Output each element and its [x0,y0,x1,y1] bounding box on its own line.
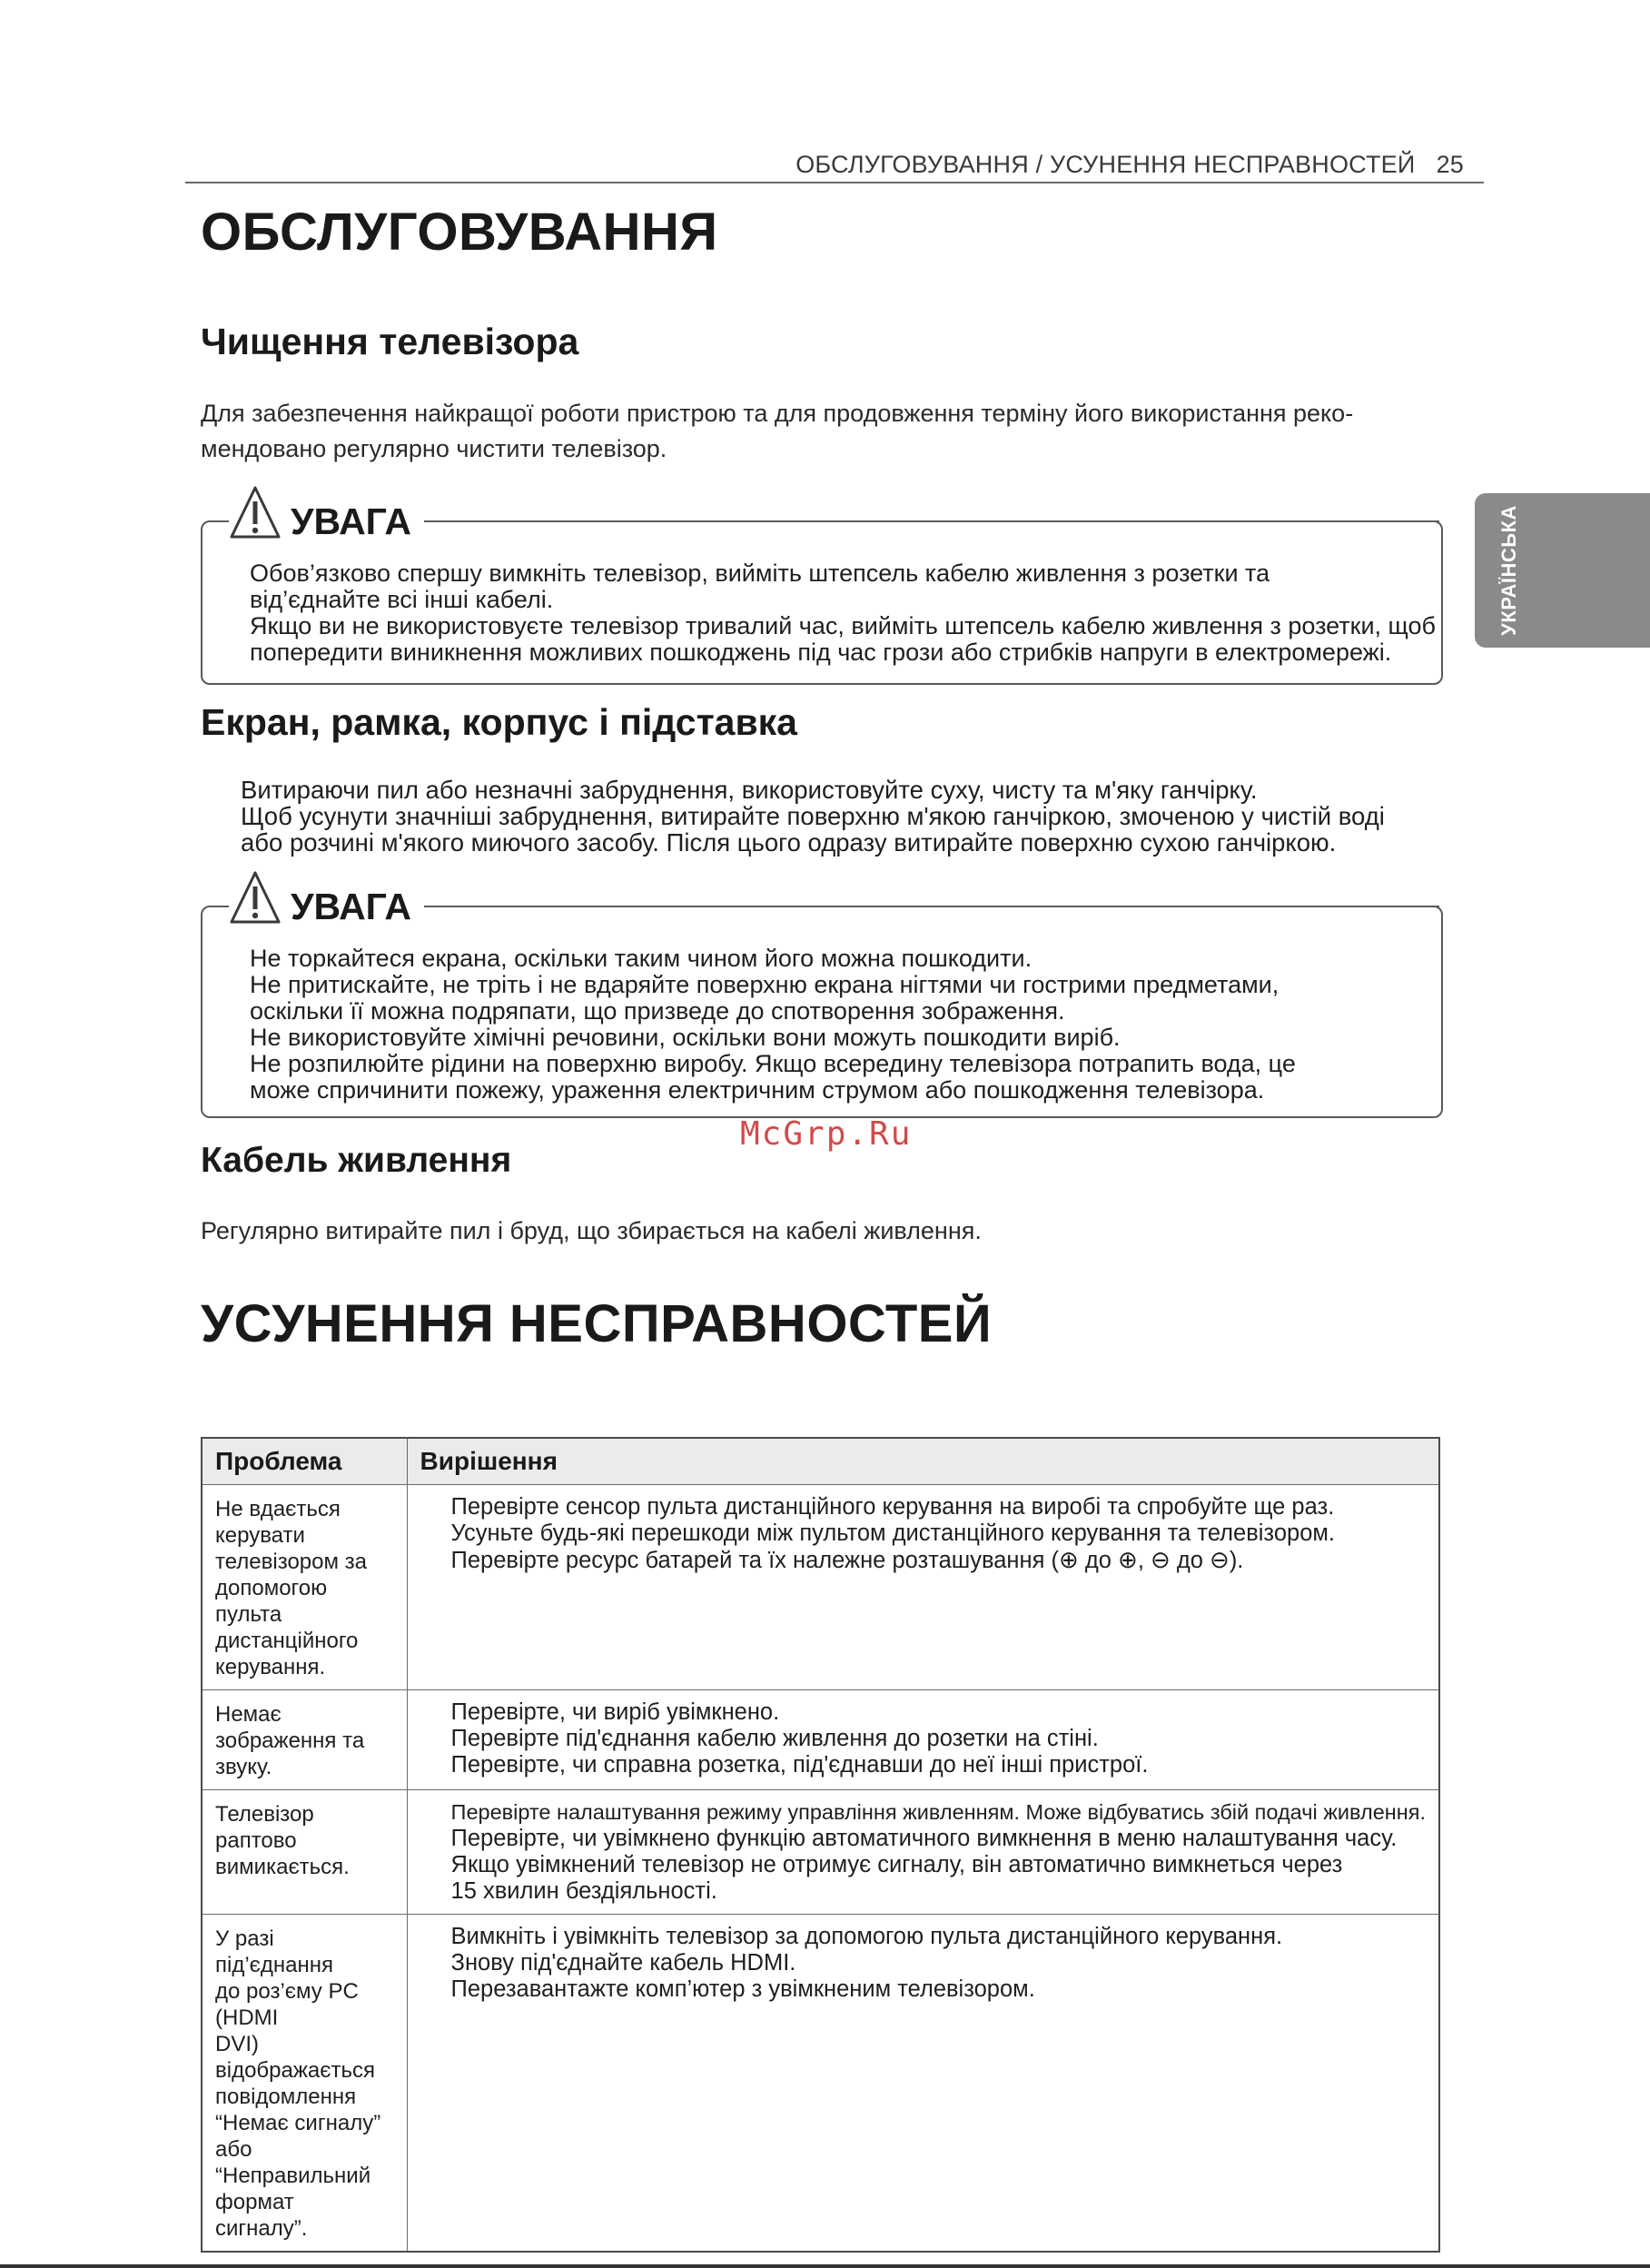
solution-line: Знову під'єднайте кабель HDMI. [450,1950,796,1976]
problem-line: Телевізор раптово [215,1802,314,1853]
screen-line: або розчині м'якого миючого засобу. Після цього одразу витирайте поверхню сухою ганчіркою. [241,828,1337,857]
watermark: McGrp.Ru [740,1115,913,1153]
table-row [202,1915,1439,2253]
minus-circle-icon: ⊖ [1150,1546,1171,1573]
table-row [202,1485,1439,1690]
caution-line: оскільки її можна подряпати, що призведе до спотворення зображення. [250,997,1065,1025]
problem-cell [202,1485,407,1690]
solution-cell [407,1915,1439,2253]
page-number: 25 [1436,151,1464,178]
battery-text: до [1170,1548,1210,1573]
cleaning-intro-line: Для забезпечення найкращої роботи пристрою та для продовження терміну його використання реко- [201,400,1354,427]
caution-line: Не притискайте, не тріть і не вдаряйте поверхню екрана нігтями чи гострими предметами, [250,971,1279,998]
problem-cell [202,1690,407,1790]
solution-cell [407,1790,1439,1915]
caution-line: Не використовуйте хімічні речовини, оскільки вони можуть пошкодити виріб. [250,1024,1121,1051]
page-bottom-rule [0,2264,1650,2268]
screen-text [241,777,1448,856]
solution-line: Перевірте, чи виріб увімкнено. [450,1699,780,1725]
caution-title: УВАГА [291,886,411,927]
problem-line: Немає зображення та [215,1702,365,1753]
plus-circle-icon: ⊕ [1058,1546,1079,1573]
warning-triangle-icon [229,870,282,926]
maintenance-title: ОБСЛУГОВУВАННЯ [201,203,718,262]
column-header-problem: Проблема [202,1438,407,1485]
problem-line: телевізором за [215,1550,368,1574]
cleaning-intro-line: мендовано регулярно чистити телевізор. [201,435,667,462]
solution-cell [407,1485,1439,1690]
battery-text: ). [1229,1548,1244,1573]
cable-text: Регулярно витирайте пил і бруд, що збирається на кабелі живлення. [201,1217,982,1244]
caution-line: Не розпилюйте рідини на поверхню виробу. Якщо всередину телевізора потрапить вода, це [250,1050,1296,1077]
caution-divider [449,520,1439,522]
problem-line: дистанційного керування. [215,1629,359,1679]
table-row [202,1790,1439,1915]
problem-line: сигналу”. [215,2216,308,2241]
problem-line: “Немає сигналу” або [215,2111,381,2162]
cable-heading: Кабель живлення [201,1141,512,1180]
caution-text [250,560,1436,666]
screen-heading: Екран, рамка, корпус і підставка [201,701,797,743]
warning-triangle-icon [229,485,282,541]
caution-line: може спричинити пожежу, ураження електричним струмом або пошкодження телевізора. [250,1076,1265,1104]
caution-line: Якщо ви не використовуєте телевізор тривалий час, вийміть штепсель кабелю живлення з розетки, щоб [250,612,1436,639]
table-row [202,1690,1439,1790]
problem-line: Не вдається керувати [215,1497,341,1548]
problem-line: “Неправильний формат [215,2164,371,2214]
solution-cell [407,1690,1439,1790]
caution-title: УВАГА [291,500,411,542]
solution-line: Перевірте сенсор пульта дистанційного керування на виробі та спробуйте ще раз. [450,1494,1335,1520]
screen-line: Витираючи пил або незначні забруднення, використовуйте суху, чисту та м'яку ганчірку. [241,776,1258,804]
running-header [182,151,1464,179]
solution-line: Перевірте, чи увімкнено функцію автоматичного вимкнення в меню налаштування часу. [450,1826,1398,1851]
problem-line: допомогою пульта [215,1576,328,1627]
caution-line: Обов’язково спершу вимкніть телевізор, вийміть штепсель кабелю живлення з розетки та [250,560,1270,587]
language-tab-label: УКРАЇНСЬКА [1497,505,1520,636]
caution-line: Не торкайтеся екрана, оскільки таким чином його можна пошкодити. [250,945,1032,972]
battery-text: Перевірте ресурс батарей та їх належне розташування ( [450,1548,1059,1573]
battery-solution-line [451,1547,1426,1574]
solution-line: Перевірте налаштування режиму управління живленням. Може відбуватись збій подачі живлення. [450,1800,1426,1824]
battery-text: до [1078,1548,1119,1573]
problem-line: DVI) відображається [215,2032,376,2083]
running-title: ОБСЛУГОВУВАННЯ / УСУНЕННЯ НЕСПРАВНОСТЕЙ [795,151,1416,178]
solution-line: Перевірте під'єднання кабелю живлення до розетки на стіні. [450,1726,1099,1751]
solution-line: Перевірте, чи справна розетка, під'єднавши до неї інші пристрої. [450,1752,1149,1778]
problem-line: звуку. [215,1755,272,1779]
caution-text [250,946,1430,1104]
caution-heading [229,863,424,926]
problem-line: У разі під’єднання [215,1926,334,1977]
problem-cell [202,1790,407,1915]
solution-line: Якщо увімкнений телевізор не отримує сигналу, він автоматично вимкнеться через [450,1852,1343,1877]
solution-line: Вимкніть і увімкніть телевізор за допомогою пульта дистанційного керування. [450,1924,1283,1949]
problem-line: вимикається. [215,1855,350,1879]
minus-circle-icon: ⊖ [1210,1546,1230,1573]
problem-line: повідомлення [215,2085,357,2109]
caution-heading [229,478,424,541]
caution-line: від’єднайте всі інші кабелі. [250,586,554,613]
column-header-solution: Вирішення [407,1438,1439,1485]
solution-line: 15 хвилин бездіяльності. [450,1878,717,1904]
screen-line: Щоб усунути значніші забруднення, витирайте поверхню м'якою ганчіркою, змоченою у чистій воді [241,802,1385,830]
problem-line: до роз’єму PC (HDMI [215,1979,359,2030]
plus-circle-icon: ⊕ [1118,1546,1138,1573]
table-header-row [202,1438,1439,1485]
solution-line: Перезавантажте комп’ютер з увімкненим телевізором. [450,1976,1035,2002]
caution-line: попередити виникнення можливих пошкоджень під час грози або стрибків напруги в електромережі. [250,639,1392,666]
cleaning-intro [201,396,1445,467]
troubleshooting-table [201,1437,1440,2253]
problem-cell [202,1915,407,2253]
troubleshooting-title: УСУНЕННЯ НЕСПРАВНОСТЕЙ [201,1294,993,1353]
battery-text: , [1137,1548,1151,1573]
caution-divider [449,906,1439,907]
language-tab [1475,493,1650,648]
solution-line: Усуньте будь-які перешкоди між пультом дистанційного керування та телевізором. [450,1520,1335,1546]
header-rule [185,182,1484,183]
cleaning-heading: Чищення телевізора [201,321,579,362]
